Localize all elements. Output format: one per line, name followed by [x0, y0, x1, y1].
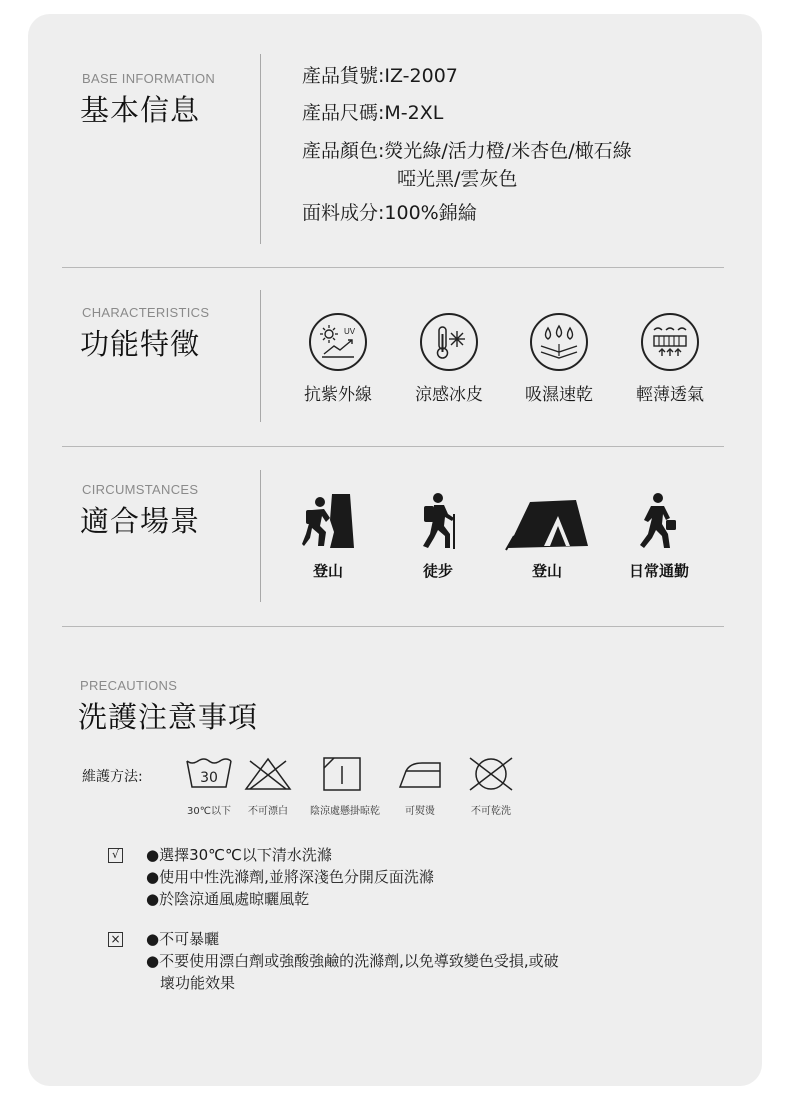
climbing-label: 登山	[312, 562, 343, 580]
climbing-icon	[300, 492, 356, 554]
characteristics-zh-heading: 功能特徵	[80, 327, 201, 361]
section-separator	[62, 446, 724, 447]
line-dry-shade-icon	[322, 756, 362, 796]
cooling-thermometer-snowflake-icon	[420, 313, 478, 371]
section-divider-vertical	[260, 470, 261, 602]
do-list	[146, 844, 434, 910]
uv-protection-label: 抗紫外線	[304, 385, 372, 405]
line-dry-shade-label: 陰涼處懸掛晾乾	[310, 806, 380, 817]
do-check-icon: √	[108, 848, 123, 863]
hiking-icon	[416, 492, 462, 554]
svg-text:UV: UV	[344, 327, 356, 336]
iron-icon	[398, 759, 446, 793]
base-info-en-heading: BASE INFORMATION	[82, 71, 216, 86]
commute-label: 日常通勤	[628, 562, 689, 580]
water-drops-quick-dry-icon	[530, 313, 588, 371]
product-colors-cont: 啞光黑/雲灰色	[397, 168, 518, 190]
product-info-card	[28, 14, 762, 1086]
hiking-label: 徒步	[422, 562, 453, 580]
product-code: 產品貨號:IZ-2007	[302, 65, 458, 87]
svg-text:30: 30	[200, 770, 218, 786]
list-item: ●選擇30℃℃以下清水洗滌	[146, 846, 332, 864]
dont-list	[146, 928, 559, 994]
tent-label: 登山	[531, 562, 562, 580]
list-item: ●不要使用漂白劑或強酸強鹼的洗滌劑,以免導致變色受損,或破	[146, 952, 559, 970]
no-bleach-label: 不可漂白	[248, 806, 288, 817]
section-separator	[62, 267, 724, 268]
tent-icon	[504, 496, 590, 556]
commuter-walking-icon	[636, 492, 682, 554]
circumstances-en-heading: CIRCUMSTANCES	[82, 482, 199, 497]
breathable-fabric-icon	[641, 313, 699, 371]
section-divider-vertical	[260, 54, 261, 244]
list-item: ●於陰涼通風處晾曬風乾	[146, 890, 310, 908]
circumstances-zh-heading: 適合場景	[80, 504, 201, 538]
fabric-composition: 面料成分:100%錦綸	[302, 202, 477, 224]
cooling-label: 涼感冰皮	[415, 385, 483, 405]
precautions-en-heading: PRECAUTIONS	[80, 678, 178, 693]
uv-protection-icon	[309, 313, 367, 371]
list-item: ●不可暴曬	[146, 930, 220, 948]
list-item: 壞功能效果	[160, 974, 236, 992]
breathable-label: 輕薄透氣	[636, 385, 704, 405]
section-divider-vertical	[260, 290, 261, 422]
list-item: ●使用中性洗滌劑,並將深淺色分開反面洗滌	[146, 868, 434, 886]
wash-30-label: 30℃以下	[187, 806, 231, 817]
no-dry-clean-label: 不可乾洗	[471, 806, 511, 817]
section-separator	[62, 626, 724, 627]
dont-cross-icon: ×	[108, 932, 123, 947]
product-size: 產品尺碼:M-2XL	[302, 102, 444, 124]
care-method-label: 維護方法:	[82, 769, 143, 785]
iron-label: 可熨燙	[405, 806, 435, 817]
precautions-zh-heading: 洗護注意事項	[78, 700, 259, 734]
product-colors: 產品顏色:熒光綠/活力橙/米杏色/橄石綠	[302, 140, 632, 162]
wash-30-icon	[184, 757, 234, 793]
no-dry-clean-icon	[464, 756, 518, 796]
base-info-zh-heading: 基本信息	[80, 93, 201, 127]
no-bleach-icon	[242, 757, 294, 795]
quick-dry-label: 吸濕速乾	[525, 385, 593, 405]
characteristics-en-heading: CHARACTERISTICS	[82, 305, 210, 320]
